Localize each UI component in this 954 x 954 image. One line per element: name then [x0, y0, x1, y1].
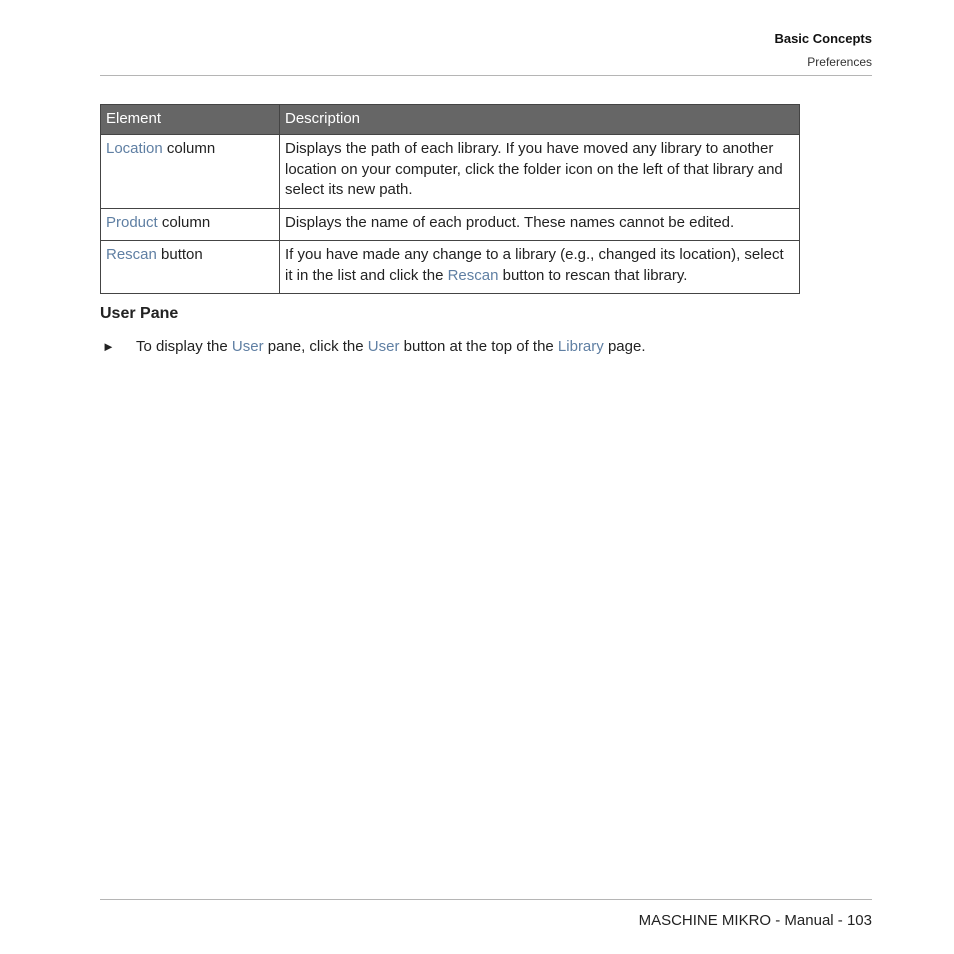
element-cell — [101, 208, 280, 241]
instruction-text — [136, 337, 646, 357]
inline-link-user-button[interactable]: User — [367, 338, 400, 355]
inline-link-user-pane[interactable]: User — [231, 338, 264, 355]
table-row — [101, 208, 800, 241]
column-header-description: Description — [280, 105, 800, 135]
inline-link-library[interactable]: Library — [557, 338, 604, 355]
description-text: Displays the name of each product. These names cannot be edited. — [285, 213, 735, 231]
description-cell — [280, 208, 800, 241]
description-cell — [280, 241, 800, 294]
header-rule — [100, 75, 872, 76]
element-link-product[interactable]: Product — [106, 213, 158, 231]
page-footer: MASCHINE MIKRO - Manual - 103 — [638, 912, 872, 929]
instruction-fragment: button at the top of the — [399, 338, 558, 355]
element-link-rescan[interactable]: Rescan — [106, 246, 157, 263]
column-header-element: Element — [101, 105, 280, 135]
table-row — [101, 241, 800, 294]
running-header-section: Basic Concepts — [774, 31, 872, 46]
preferences-table — [100, 104, 800, 294]
section-title-user-pane: User Pane — [100, 305, 179, 322]
arrow-bullet-icon: ► — [102, 339, 115, 354]
element-suffix: column — [162, 140, 216, 157]
element-link-location[interactable]: Location — [106, 140, 163, 157]
description-text: button to rescan that library. — [498, 266, 688, 284]
element-cell — [101, 241, 280, 294]
description-text: If you have made any change to a library (e.g., changed its location), select it in the list and click the — [285, 246, 784, 284]
running-header-subsection: Preferences — [807, 55, 872, 69]
table-header-row — [101, 105, 800, 135]
element-suffix: button — [156, 246, 203, 263]
footer-rule — [100, 899, 872, 900]
table-row — [101, 135, 800, 209]
instruction-fragment: To display the — [136, 338, 232, 355]
instruction-fragment: page. — [603, 338, 646, 355]
instruction-fragment: pane, click the — [263, 338, 368, 355]
inline-link-rescan[interactable]: Rescan — [447, 266, 499, 284]
description-cell — [280, 135, 800, 209]
element-suffix: column — [157, 213, 211, 231]
element-cell — [101, 135, 280, 209]
description-text: Displays the path of each library. If you have moved any library to another location on your computer, click the folder icon on the left of that library and select its new path. — [285, 140, 783, 198]
